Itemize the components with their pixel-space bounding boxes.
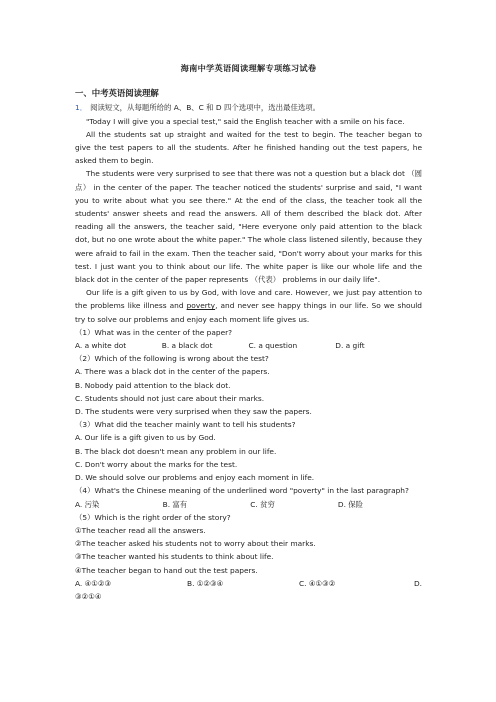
option-b: B. ①②③④	[187, 578, 224, 588]
question-5-options	[75, 577, 422, 590]
passage-paragraph-2: All the students sat up straight and waited for the test to begin. The teacher began to give the test papers to all the students. After he finished handing out the test papers, he asked them to begin.	[75, 129, 422, 166]
option-b: B. Nobody paid attention to the black dot.	[75, 380, 231, 390]
option-d-label: D.	[413, 578, 422, 588]
section-title: 一、中考英语阅读理解	[75, 88, 159, 99]
option-b: B. a black dot	[161, 341, 213, 351]
story-step-1: ①The teacher read all the answers.	[75, 525, 206, 535]
question-5-stem: （5）Which is the right order of the story?	[75, 512, 231, 522]
story-step-4: ④The teacher began to hand out the test papers.	[75, 565, 258, 575]
option-b: B. The black dot doesn't mean any problem in our life.	[75, 446, 277, 456]
underlined-word: poverty	[186, 301, 216, 311]
paragraph-4-part-1: Our life is a gift given to us by God, with love and care. However, we just pay attention to the problems like illness and	[75, 288, 422, 311]
option-c: C. ④①③②	[299, 578, 336, 588]
question-instruction	[75, 101, 422, 114]
question-4-stem: （4）What's the Chinese meaning of the underlined word "poverty" in the last paragraph?	[75, 486, 409, 496]
option-d: D. We should solve our problems and enjoy each moment in life.	[75, 473, 315, 483]
question-2-stem: （2）Which of the following is wrong about the test?	[75, 354, 269, 364]
option-c: C. 贫穷	[250, 499, 275, 509]
option-d: D. 保险	[337, 499, 364, 509]
option-c: C. a question	[248, 341, 298, 351]
option-a: A. Our life is a gift given to us by God.	[75, 433, 216, 443]
passage-paragraph-1: "Today I will give you a special test," said the English teacher with a smile on his face.	[86, 116, 405, 126]
option-c: C. Students should not just care about their marks.	[75, 393, 265, 403]
question-number: 1．	[75, 103, 88, 113]
option-d-value: ③②①④	[75, 591, 102, 601]
story-step-2: ②The teacher asked his students not to worry about their marks.	[75, 539, 316, 549]
option-a: A. ④①②③	[75, 578, 112, 588]
option-d: D. The students were very surprised when they saw the papers.	[75, 407, 312, 417]
exam-page	[75, 62, 422, 603]
option-b: B. 富有	[162, 499, 188, 509]
question-1-stem: （1）What was in the center of the paper?	[75, 327, 233, 337]
instruction-text: 阅读短文，从每题所给的 A、B、C 和 D 四个选项中，选出最佳选项。	[90, 103, 321, 113]
option-a: A. 污染	[75, 499, 100, 509]
passage-paragraph-4	[75, 286, 422, 326]
option-d: D. a gift	[335, 341, 365, 351]
option-a: A. a white dot	[75, 341, 127, 351]
story-step-3: ③The teacher wanted his students to think about life.	[75, 552, 274, 562]
option-c: C. Don't worry about the marks for the test.	[75, 459, 238, 469]
question-4-options	[75, 498, 422, 511]
paragraph-4-part-2: , and never see happy things in our life. So we should try to solve our problems and enjoy each moment life gives us.	[75, 301, 422, 324]
page-title: 海南中学英语阅读理解专项练习试卷	[180, 63, 317, 73]
question-1-options	[75, 339, 422, 352]
option-a: A. There was a black dot in the center of the papers.	[75, 367, 270, 377]
question-3-stem: （3）What did the teacher mainly want to tell his students?	[75, 420, 296, 430]
passage-paragraph-3: The students were very surprised to see that there was not a question but a black dot （圆点） in the center of the paper. The teacher noticed the students' surprise and said, "I want you to write about what you see there." At the end of the class, the teacher took all the students' answer sheets and read the answers. All of them described the black dot. After reading all the answers, the teacher said, "Here everyone only paid attention to the black dot, but no one wrote about the white paper." The whole class listened silently, because they were afraid to fail in the exam. Then the teacher said, "Don't worry about your marks for this test. I just want you to think about our life. The white paper is like our whole life and the black dot in the center of the paper represents （代表） problems in our daily life".	[75, 169, 422, 285]
